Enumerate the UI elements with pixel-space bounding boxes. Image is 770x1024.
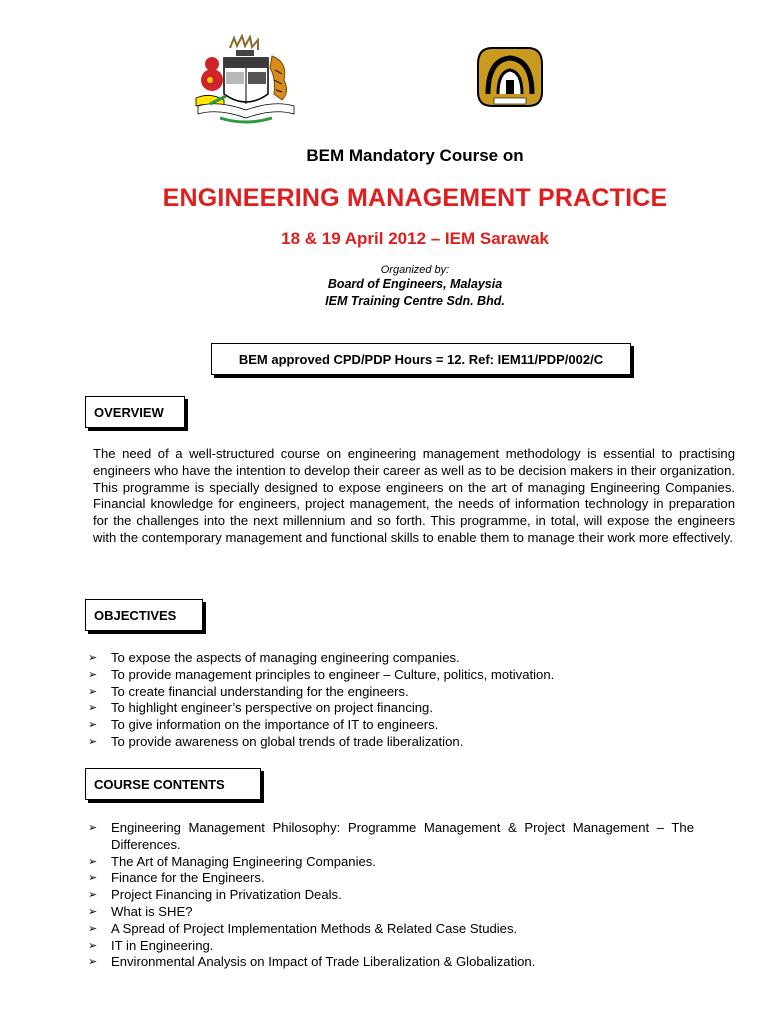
- objectives-list: [88, 650, 708, 751]
- content-text: Project Financing in Privatization Deals.: [111, 887, 342, 903]
- list-item: [88, 684, 708, 701]
- page-title: ENGINEERING MANAGEMENT PRACTICE: [162, 184, 668, 212]
- content-text: A Spread of Project Implementation Methods & Related Case Studies.: [111, 920, 518, 936]
- list-item: [88, 904, 694, 921]
- objective-text: To provide awareness on global trends of trade liberalization.: [111, 733, 464, 749]
- arrow-bullet-icon: ➢: [88, 905, 98, 918]
- cpd-hours-box: BEM approved CPD/PDP Hours = 12. Ref: IEM11/PDP/002/C: [211, 343, 631, 375]
- course-contents-list: [88, 820, 694, 971]
- content-text: The Art of Managing Engineering Companies.: [111, 853, 376, 869]
- arrow-bullet-icon: ➢: [88, 702, 98, 715]
- objective-text: To create financial understanding for the engineers.: [111, 683, 409, 699]
- objectives-heading: OBJECTIVES: [85, 599, 203, 631]
- list-item: [88, 734, 708, 751]
- arrow-bullet-icon: ➢: [88, 956, 98, 969]
- list-item: [88, 667, 708, 684]
- arrow-bullet-icon: ➢: [88, 652, 98, 664]
- list-item: [88, 700, 708, 717]
- objective-text: To provide management principles to engineer – Culture, politics, motivation.: [111, 666, 555, 682]
- arrow-bullet-icon: ➢: [88, 922, 98, 935]
- objective-text: To expose the aspects of managing engineering companies.: [111, 650, 460, 665]
- list-item: [88, 954, 694, 971]
- content-text: IT in Engineering.: [111, 937, 214, 953]
- list-item: [88, 854, 694, 871]
- arrow-bullet-icon: ➢: [88, 668, 98, 681]
- arrow-bullet-icon: ➢: [88, 889, 98, 902]
- coat-of-arms-logo: [190, 34, 302, 126]
- course-contents-heading: COURSE CONTENTS: [85, 768, 261, 800]
- list-item: [88, 820, 694, 854]
- arrow-bullet-icon: ➢: [88, 855, 98, 868]
- list-item: [88, 921, 694, 938]
- list-item: [88, 650, 708, 667]
- list-item: [88, 717, 708, 734]
- iem-logo: [470, 42, 550, 112]
- content-text: What is SHE?: [111, 903, 193, 919]
- objective-text: To give information on the importance of IT to engineers.: [111, 717, 439, 733]
- arrow-bullet-icon: ➢: [88, 939, 98, 952]
- course-subtitle: BEM Mandatory Course on: [306, 146, 524, 165]
- organized-by-label: Organized by:: [380, 264, 450, 276]
- event-date-venue: 18 & 19 April 2012 – IEM Sarawak: [281, 229, 549, 248]
- list-item: [88, 938, 694, 955]
- organizer-iem: IEM Training Centre Sdn. Bhd.: [325, 294, 505, 308]
- list-item: [88, 870, 694, 887]
- list-item: [88, 887, 694, 904]
- overview-text: The need of a well-structured course on engineering management methodology is essential to practising engineers who have the intention to develop their career as well as to be decision makers in their organization. This programme is specially designed to expose engineers on the art of managing Engineering Companies. Financial knowledge for engineers, project management, the needs of information technology in preparation for the challenges into the next millennium and so forth. This programme, in total, will expose the engineers with the contemporary management and functional skills to enable them to manage their work more effectively.: [93, 446, 735, 545]
- content-text: Engineering Management Philosophy: Programme Management & Project Management – The Differences.: [111, 820, 694, 852]
- arrow-bullet-icon: ➢: [88, 735, 98, 748]
- arrow-bullet-icon: ➢: [88, 685, 98, 698]
- content-text: Environmental Analysis on Impact of Trade Liberalization & Globalization.: [111, 954, 536, 970]
- arrow-bullet-icon: ➢: [88, 822, 98, 834]
- organizer-bem: Board of Engineers, Malaysia: [327, 277, 503, 291]
- content-text: Finance for the Engineers.: [111, 870, 265, 886]
- overview-heading: OVERVIEW: [85, 396, 185, 428]
- arrow-bullet-icon: ➢: [88, 872, 98, 885]
- objective-text: To highlight engineer’s perspective on project financing.: [111, 700, 433, 716]
- arrow-bullet-icon: ➢: [88, 719, 98, 732]
